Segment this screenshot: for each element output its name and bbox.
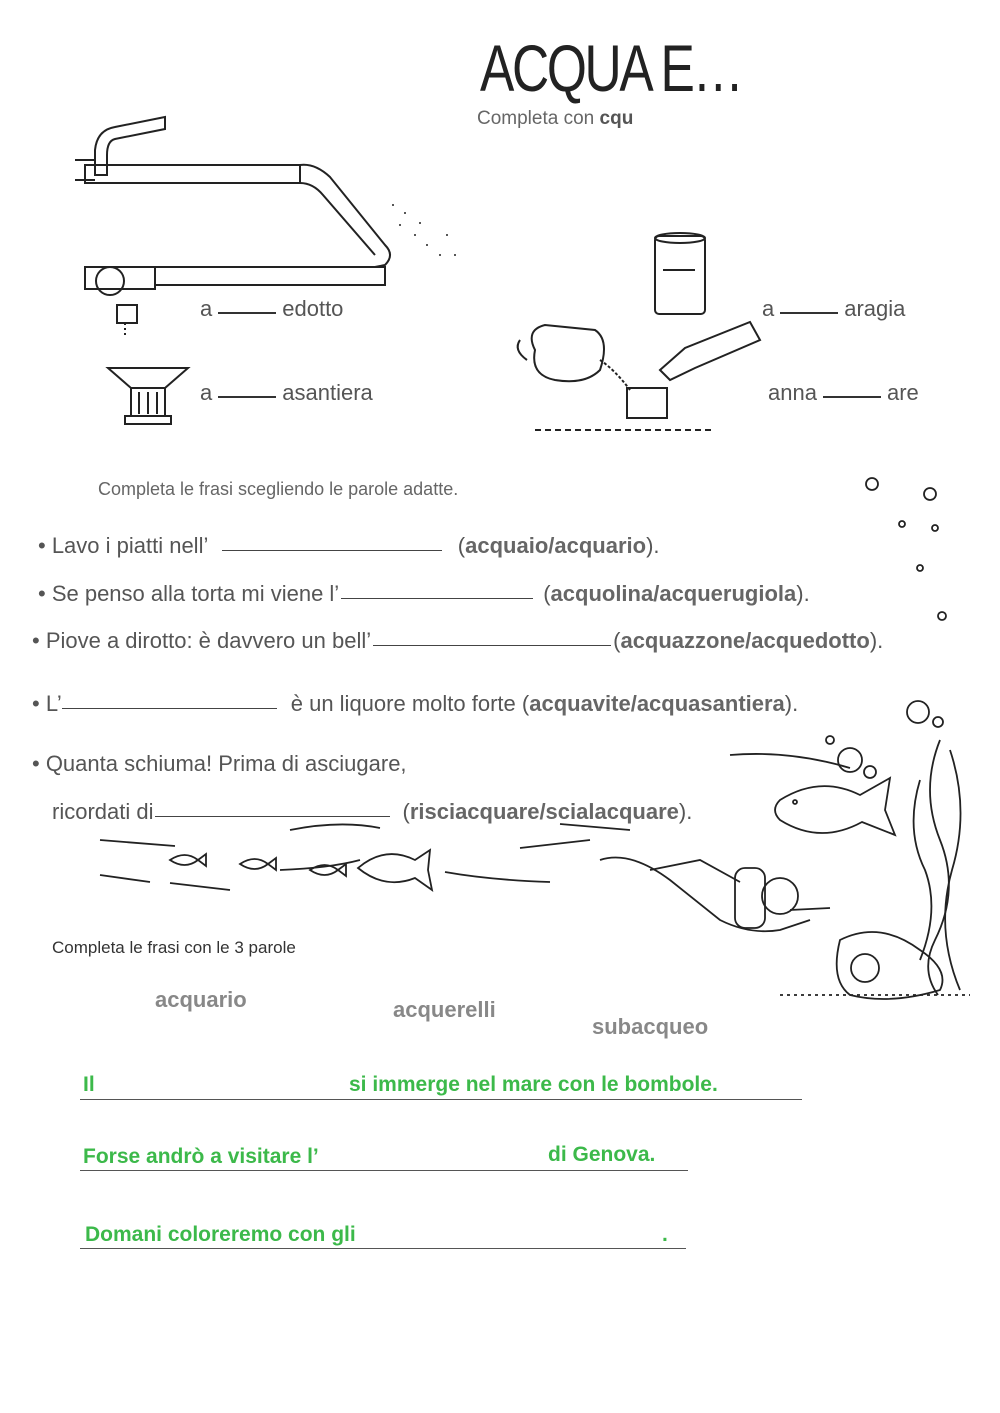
instruction-scegli: Completa le frasi scegliendo le parole adatte. <box>98 479 459 499</box>
fill-sentence-3-start: Domani coloreremo con gli <box>85 1223 356 1246</box>
instruction-cqu: Completa con cqu <box>477 108 634 129</box>
answer-line-3[interactable] <box>80 1248 686 1249</box>
word-acquasantiera: a asantiera <box>200 380 373 405</box>
underwater-scene-illustration <box>90 450 990 1020</box>
sentence-6: ricordati di (risciacquare/scialacquare). <box>52 799 693 824</box>
instruction-3-parole: Completa le frasi con le 3 parole <box>52 938 296 957</box>
sentence-3: • Piove a dirotto: è davvero un bell’ (acquazzone/acquedotto). <box>32 628 884 653</box>
fill-sentence-3-end: . <box>662 1223 668 1246</box>
word-blank[interactable] <box>218 311 276 314</box>
fill-sentence-2-end: di Genova. <box>548 1143 656 1166</box>
answer-line-2[interactable] <box>80 1170 688 1171</box>
jug-bottle-illustration <box>515 230 775 440</box>
word-acquaragia: a aragia <box>762 296 906 321</box>
word-annacquare: anna are <box>768 380 919 405</box>
sentence-4: • L’ è un liquore molto forte (acquavite/acquasantiera). <box>32 691 799 716</box>
sentence-1: • Lavo i piatti nell’ (acquaio/acquario). <box>38 533 660 558</box>
answer-line-1[interactable] <box>80 1099 802 1100</box>
sentence-2: • Se penso alla torta mi viene l’ (acquolina/acquerugiola). <box>38 581 810 606</box>
word-blank[interactable] <box>218 395 276 398</box>
acquasantiera-illustration <box>103 360 193 430</box>
bank-word-acquario[interactable]: acquario <box>155 987 247 1012</box>
bank-word-subacqueo[interactable]: subacqueo <box>592 1014 709 1039</box>
page-title: ACQUA E… <box>480 31 742 105</box>
fill-sentence-1-start: Il <box>83 1073 95 1096</box>
sentence-5: • Quanta schiuma! Prima di asciugare, <box>32 751 407 776</box>
fill-sentence-2-start: Forse andrò a visitare l’ <box>83 1145 319 1168</box>
word-blank[interactable] <box>823 395 881 398</box>
fill-sentence-1-end: si immerge nel mare con le bombole. <box>349 1073 718 1096</box>
word-acquedotto: a edotto <box>200 296 344 321</box>
word-blank[interactable] <box>780 311 838 314</box>
bank-word-acquerelli[interactable]: acquerelli <box>393 997 496 1022</box>
